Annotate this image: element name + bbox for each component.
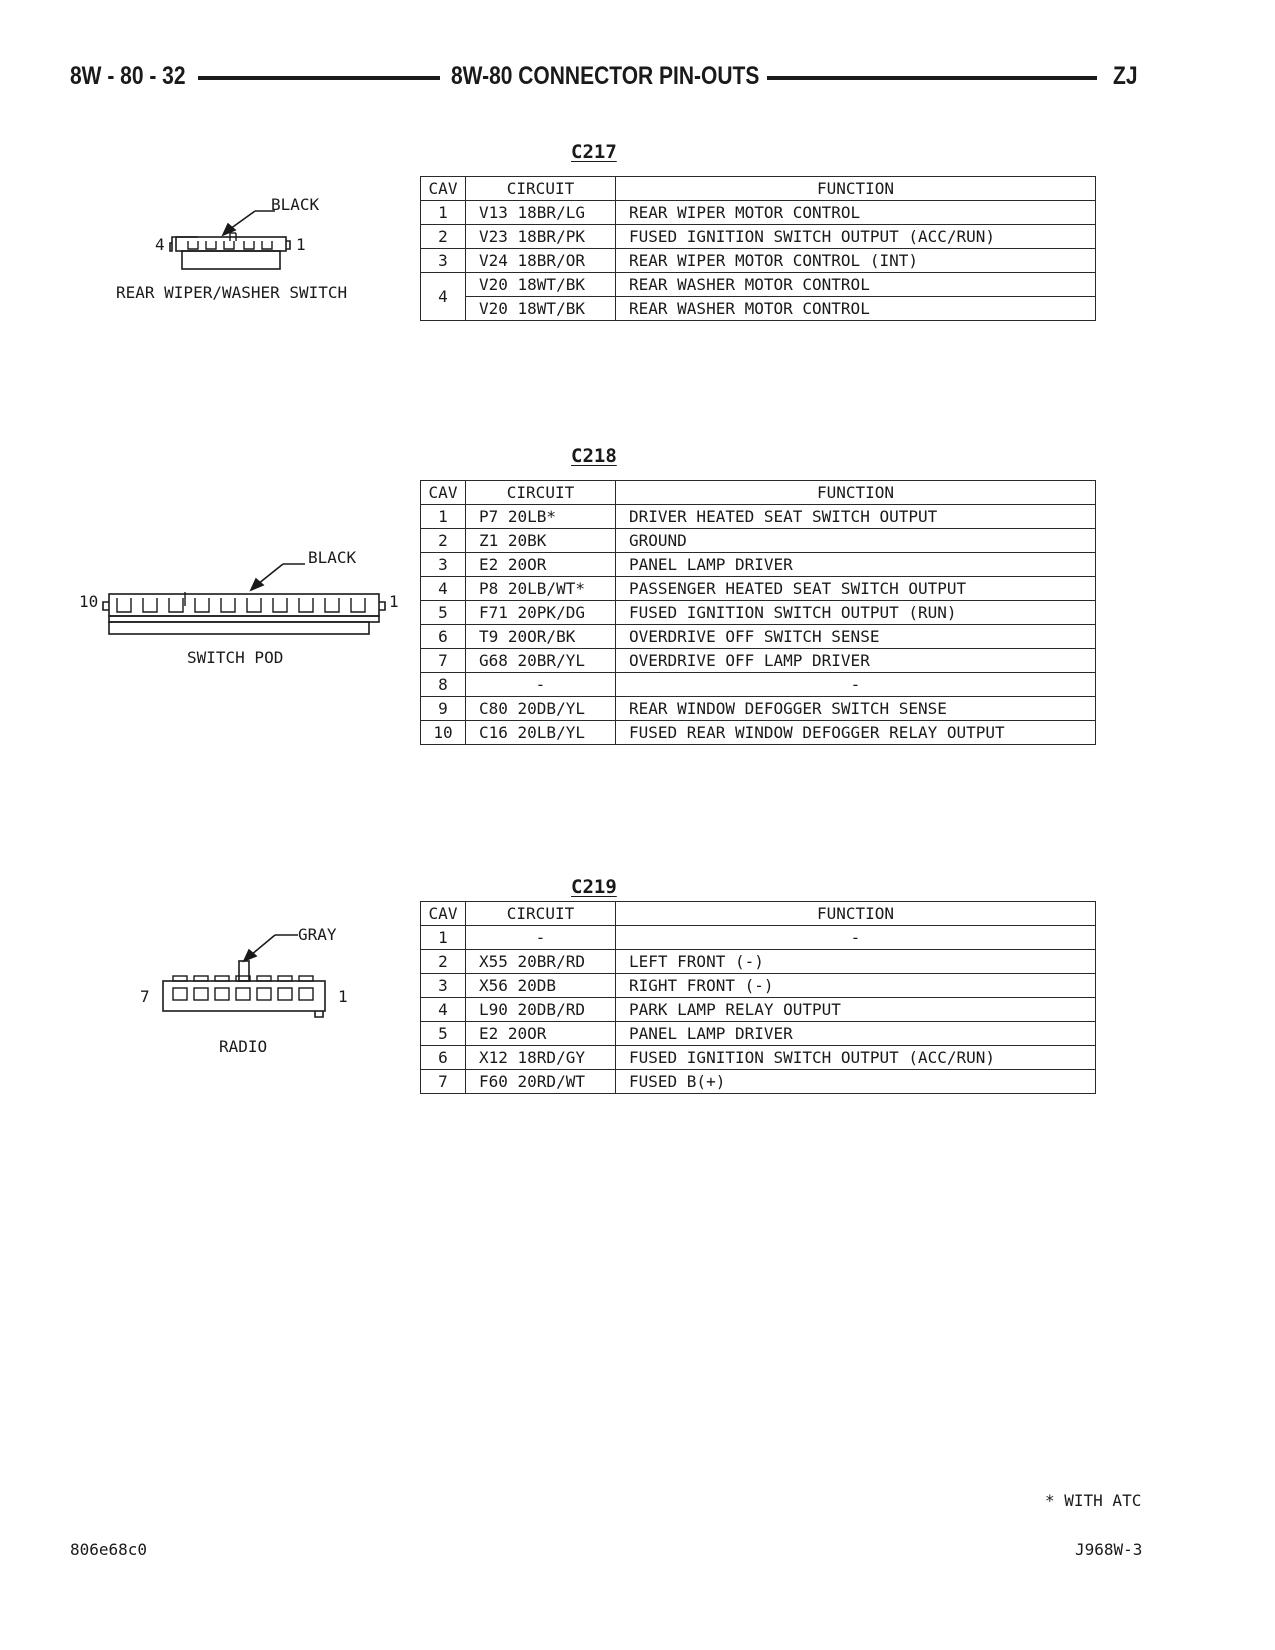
cav-cell: 3 [421,249,466,273]
cav-cell: 1 [421,505,466,529]
col-function: FUNCTION [616,481,1096,505]
connector-c219-pin-right: 1 [338,987,348,1006]
table-row [421,553,1096,577]
pinout-table-c218 [420,480,1096,745]
circuit-cell: - [466,673,616,697]
circuit-cell: - [466,926,616,950]
function-cell: GROUND [616,529,1096,553]
cav-cell: 5 [421,601,466,625]
col-circuit: CIRCUIT [466,902,616,926]
table-row [421,201,1096,225]
circuit-cell: Z1 20BK [466,529,616,553]
function-cell: PASSENGER HEATED SEAT SWITCH OUTPUT [616,577,1096,601]
table-row [421,974,1096,998]
circuit-cell: C16 20LB/YL [466,721,616,745]
cavity [236,988,250,1000]
footer-right-code: J968W-3 [1075,1540,1143,1559]
cav-cell: 7 [421,1070,466,1094]
connector-id-c217: C217 [571,141,617,163]
table-row [421,529,1096,553]
page-title: 8W-80 CONNECTOR PIN-OUTS [451,62,760,90]
cavity [351,598,365,612]
circuit-cell: X56 20DB [466,974,616,998]
col-cav: CAV [421,177,466,201]
circuit-cell: F60 20RD/WT [466,1070,616,1094]
circuit-cell: L90 20DB/RD [466,998,616,1022]
connector-diagram-c217 [110,195,390,315]
model-code: ZJ [1113,62,1138,90]
cavity [299,598,313,612]
cavity [325,598,339,612]
connector-diagram-c219 [135,925,365,1056]
connector-c218-pin-right: 1 [389,592,399,611]
cav-cell: 1 [421,201,466,225]
connector-c219-name: RADIO [219,1037,268,1056]
table-row [421,1070,1096,1094]
cav-cell: 6 [421,1046,466,1070]
header-rule-left [198,76,440,80]
circuit-cell: X55 20BR/RD [466,950,616,974]
function-cell: OVERDRIVE OFF SWITCH SENSE [616,625,1096,649]
cavity [194,988,208,1000]
table-row [421,950,1096,974]
connector-c218-color: BLACK [308,548,357,567]
cavity [278,988,292,1000]
footnote-with-atc: * WITH ATC [1045,1491,1142,1510]
footer-left-code: 806e68c0 [70,1540,148,1559]
circuit-cell: P8 20LB/WT* [466,577,616,601]
cav-cell: 2 [421,225,466,249]
table-header-row [421,481,1096,505]
table-row [421,505,1096,529]
cavity [169,598,183,612]
col-cav: CAV [421,902,466,926]
table-row [421,926,1096,950]
function-cell: PANEL LAMP DRIVER [616,1022,1096,1046]
col-circuit: CIRCUIT [466,177,616,201]
page-header [70,58,1150,98]
cavity [195,598,209,612]
cav-cell: 6 [421,625,466,649]
cav-cell: 1 [421,926,466,950]
table-row [421,1022,1096,1046]
function-cell: FUSED REAR WINDOW DEFOGGER RELAY OUTPUT [616,721,1096,745]
table-row [421,297,1096,321]
function-cell: DRIVER HEATED SEAT SWITCH OUTPUT [616,505,1096,529]
circuit-cell: T9 20OR/BK [466,625,616,649]
table-header-row [421,177,1096,201]
cav-cell: 4 [421,998,466,1022]
function-cell: FUSED IGNITION SWITCH OUTPUT (RUN) [616,601,1096,625]
cavity [143,598,157,612]
cav-cell: 2 [421,529,466,553]
circuit-cell: V13 18BR/LG [466,201,616,225]
circuit-cell: V24 18BR/OR [466,249,616,273]
function-cell: REAR WASHER MOTOR CONTROL [616,297,1096,321]
cavity [117,598,131,612]
table-row [421,998,1096,1022]
connector-diagram-c218 [75,548,410,678]
table-row [421,649,1096,673]
circuit-cell: C80 20DB/YL [466,697,616,721]
circuit-cell: F71 20PK/DG [466,601,616,625]
connector-c219-pin-left: 7 [140,987,150,1006]
table-row [421,601,1096,625]
circuit-cell: P7 20LB* [466,505,616,529]
circuit-cell: E2 20OR [466,1022,616,1046]
cav-cell: 7 [421,649,466,673]
col-circuit: CIRCUIT [466,481,616,505]
circuit-cell: G68 20BR/YL [466,649,616,673]
connector-c217-color: BLACK [271,195,320,214]
cavity [247,598,261,612]
function-cell: PARK LAMP RELAY OUTPUT [616,998,1096,1022]
function-cell: - [616,926,1096,950]
col-function: FUNCTION [616,902,1096,926]
table-header-row [421,902,1096,926]
function-cell: FUSED B(+) [616,1070,1096,1094]
function-cell: REAR WASHER MOTOR CONTROL [616,273,1096,297]
function-cell: REAR WIPER MOTOR CONTROL [616,201,1096,225]
function-cell: REAR WIPER MOTOR CONTROL (INT) [616,249,1096,273]
cavity [257,988,271,1000]
table-row [421,273,1096,297]
connector-c217-name: REAR WIPER/WASHER SWITCH [116,283,348,302]
cav-cell: 8 [421,673,466,697]
pinout-table-c219 [420,901,1096,1094]
function-cell: RIGHT FRONT (-) [616,974,1096,998]
function-cell: PANEL LAMP DRIVER [616,553,1096,577]
connector-c218-pin-left: 10 [79,592,99,611]
connector-id-c219: C219 [571,876,617,898]
table-row [421,577,1096,601]
circuit-cell: V23 18BR/PK [466,225,616,249]
circuit-cell: E2 20OR [466,553,616,577]
col-cav: CAV [421,481,466,505]
table-row [421,697,1096,721]
function-cell: LEFT FRONT (-) [616,950,1096,974]
table-row [421,721,1096,745]
connector-c218-name: SWITCH POD [187,648,284,667]
cav-cell: 10 [421,721,466,745]
cav-cell: 3 [421,553,466,577]
header-rule-right [767,76,1097,80]
circuit-cell: V20 18WT/BK [466,297,616,321]
col-function: FUNCTION [616,177,1096,201]
table-row [421,673,1096,697]
cav-cell: 4 [421,273,466,321]
cavity [299,988,313,1000]
connector-c217-pin-right: 1 [296,235,306,254]
circuit-cell: V20 18WT/BK [466,273,616,297]
cav-cell: 9 [421,697,466,721]
table-row [421,625,1096,649]
connector-c219-color: GRAY [298,925,337,944]
function-cell: OVERDRIVE OFF LAMP DRIVER [616,649,1096,673]
connector-id-c218: C218 [571,445,617,467]
pinout-table-c217 [420,176,1096,321]
function-cell: FUSED IGNITION SWITCH OUTPUT (ACC/RUN) [616,1046,1096,1070]
circuit-cell: X12 18RD/GY [466,1046,616,1070]
function-cell: FUSED IGNITION SWITCH OUTPUT (ACC/RUN) [616,225,1096,249]
cav-cell: 4 [421,577,466,601]
cavity [215,988,229,1000]
function-cell: - [616,673,1096,697]
connector-c217-pin-left: 4 [155,235,165,254]
function-cell: REAR WINDOW DEFOGGER SWITCH SENSE [616,697,1096,721]
cav-cell: 5 [421,1022,466,1046]
cav-cell: 2 [421,950,466,974]
cav-cell: 3 [421,974,466,998]
cavity [273,598,287,612]
cavity [221,598,235,612]
table-row [421,1046,1096,1070]
table-row [421,249,1096,273]
table-row [421,225,1096,249]
page-number: 8W - 80 - 32 [70,62,186,90]
cavity [173,988,187,1000]
